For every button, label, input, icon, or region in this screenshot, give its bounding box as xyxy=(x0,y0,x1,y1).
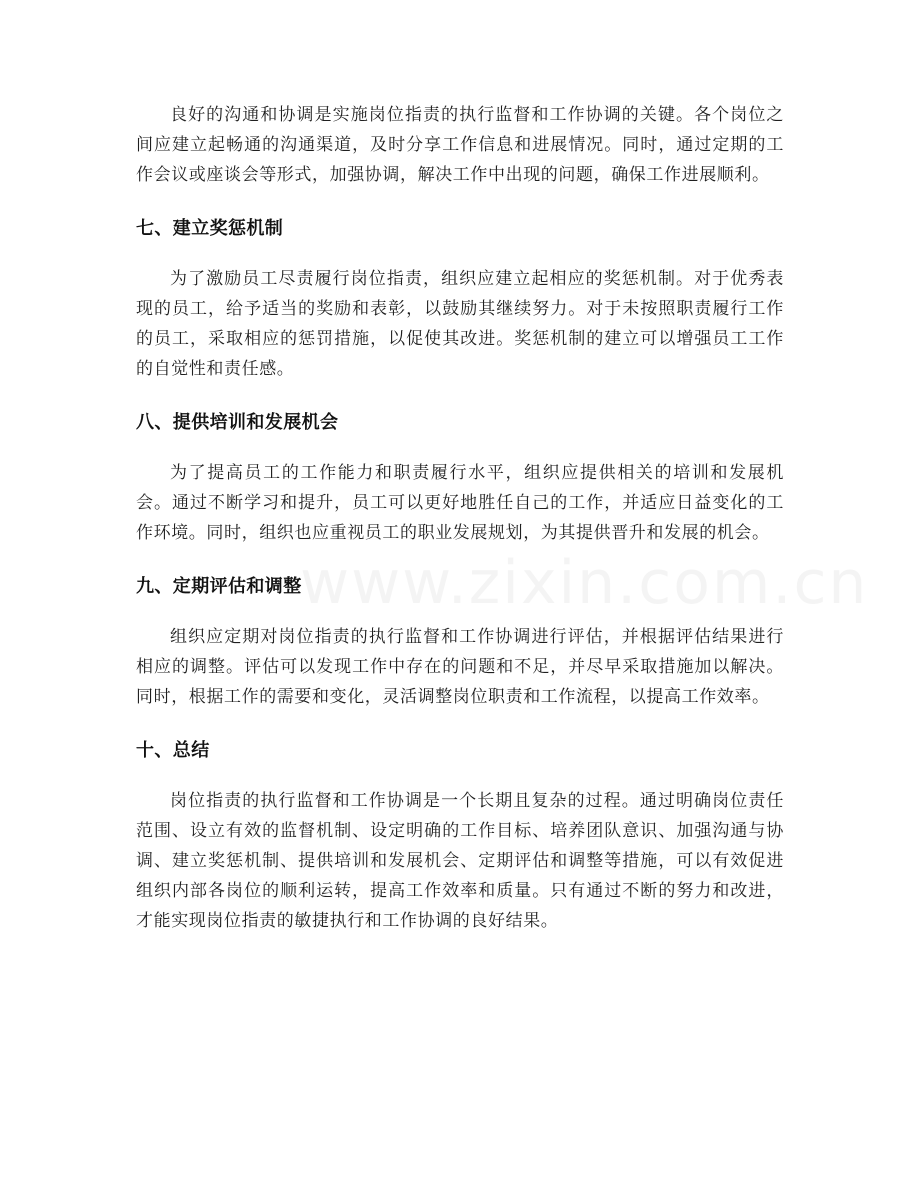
heading-evaluation: 九、定期评估和调整 xyxy=(136,576,302,597)
paragraph-summary: 岗位指责的执行监督和工作协调是一个长期且复杂的过程。通过明确岗位责任范围、设立有效的监督机制、设定明确的工作目标、培养团队意识、加强沟通与协调、建立奖惩机制、提供培训和发展机会、定期评估和调整等措施，可以有效促进组织内部各岗位的顺利运转，提高工作效率和质量。只有通过不断的努力和改进，才能实现岗位指责的敏捷执行和工作协调的良好结果。 xyxy=(136,791,784,931)
heading-summary: 十、总结 xyxy=(136,740,210,761)
document-body xyxy=(136,100,784,936)
paragraph-evaluation: 组织应定期对岗位指责的执行监督和工作协调进行评估，并根据评估结果进行相应的调整。评估可以发现工作中存在的问题和不足，并尽早采取措施加以解决。同时，根据工作的需要和变化，灵活调整岗位职责和工作流程，以提高工作效率。 xyxy=(136,627,784,707)
paragraph-training: 为了提高员工的工作能力和职责履行水平，组织应提供相关的培训和发展机会。通过不断学习和提升，员工可以更好地胜任自己的工作，并适应日益变化的工作环境。同时，组织也应重视员工的职业发展规划，为其提供晋升和发展的机会。 xyxy=(136,463,784,543)
heading-reward-punishment: 七、建立奖惩机制 xyxy=(136,218,284,239)
paragraph-communication: 良好的沟通和协调是实施岗位指责的执行监督和工作协调的关键。各个岗位之间应建立起畅通的沟通渠道，及时分享工作信息和进展情况。同时，通过定期的工作会议或座谈会等形式，加强协调，解决工作中出现的问题，确保工作进展顺利。 xyxy=(136,105,784,185)
paragraph-reward-punishment: 为了激励员工尽责履行岗位指责，组织应建立起相应的奖惩机制。对于优秀表现的员工，给予适当的奖励和表彰，以鼓励其继续努力。对于未按照职责履行工作的员工，采取相应的惩罚措施，以促使其改进。奖惩机制的建立可以增强员工工作的自觉性和责任感。 xyxy=(136,269,784,379)
heading-training: 八、提供培训和发展机会 xyxy=(136,412,339,433)
watermark: www.zixin.com.cn xyxy=(300,548,869,618)
